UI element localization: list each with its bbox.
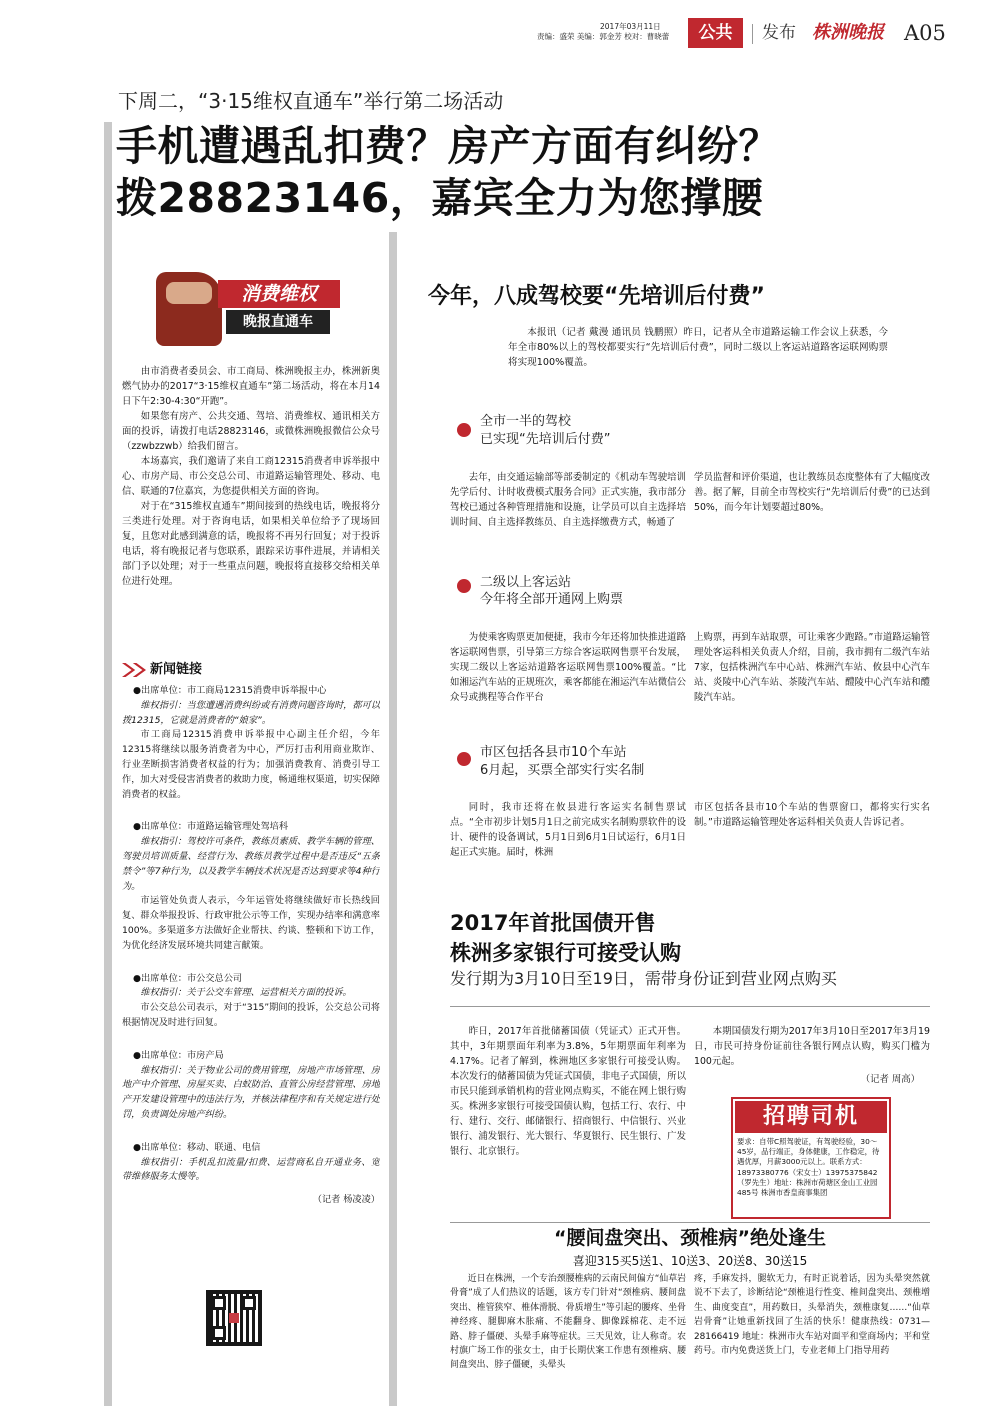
- health-subtitle: 喜迎315买5送1、10送3、20送8、30送15: [572, 1254, 808, 1268]
- unit-body: 市工商局12315消费申诉举报中心副主任介绍，今年12315将继续以服务消费者为中心，严厉打击利用商业欺诈、行业垄断损害消费者权益的行为；加强消费教育、消费引导工作，加大对受侵害消费者的救助力度，畅通维权渠道，切实保障消费者的权益。: [122, 729, 380, 800]
- recruit-body: 要求：自带C照驾驶证，有驾驶经验，30～45岁，品行端正，身体健康，工作稳定，待遇优厚，月薪3000元以上。联系方式：18973380776（宋女士）13975375842（罗先生）地址：株洲市荷塘区金山工业园485号 株洲市香皇商事集团: [737, 1137, 880, 1198]
- health-title: “腰间盘突出、颈椎病”绝处逢生: [554, 1227, 826, 1249]
- section-tag: 公共: [688, 18, 743, 48]
- unit-body: 市运管处负责人表示，今年运管处将继续做好市长热线回复、群众举报投诉、行政审批公示等工作，实现办结率和满意率100%。多渠道多方法做好企业帮扶、约谈、整顿和下访工作，为优化经济发展环境共同建言献策。: [122, 895, 380, 951]
- health-p-left: 近日在株洲，一个专治颈腰椎病的云南民间偏方“仙草岩骨膏”成了人们热议的话题，该方专门针对“颈椎病、腰间盘突出、椎管狭窄、椎体滑脱、骨质增生”等引起的腰疼、坐骨神经疼、腿脚麻木胀痛、不能翻身、脚像踩棉花、走不远路、脖子僵硬、头晕手麻等症状。三天见效，让人称奇。农村旗广场工作的张女士，由于长期伏案工作患有颈椎病、腰间盘突出、脖子僵硬，头晕头: [450, 1274, 686, 1371]
- page-number: A05: [904, 21, 946, 45]
- driving-title: 今年，八成驾校要“先培训后付费”: [428, 284, 765, 309]
- unit-heading: ●出席单位：市道路运输管理处驾培科: [133, 821, 289, 833]
- bond-title-2: 株洲多家银行可接受认购: [450, 941, 681, 965]
- unit-heading: ●出席单位：市房产局: [133, 1049, 224, 1061]
- issue-date: 2017年03月11日: [600, 22, 661, 31]
- driving-p1-right: 学员监督和评价渠道，也让教练员态度整体有了大幅度改善。据了解，目前全市驾校实行“先培训后付费”的已达到50%，而今年计划要超过80%。: [694, 472, 930, 513]
- unit-heading: ●出席单位：移动、联通、电信: [133, 1141, 261, 1153]
- bullet-dot: [457, 752, 471, 766]
- paper-logo: 株洲晚报: [812, 22, 884, 43]
- driving-p3-left: 同时，我市还将在攸县进行客运实名制售票试点。“全市初步计划5月1日之前完成实名制购票软件的设计、硬件的设备调试，5月1日到6月1日试运行，6月1日起正式实施。届时，株洲: [450, 802, 686, 858]
- bond-subtitle: 发行期为3月10日至19日，需带身份证到营业网点购买: [450, 969, 837, 988]
- bullet-dot: [457, 423, 471, 437]
- bond-p-right: 本期国债发行期为2017年3月10日至2017年3月19日，市民可持身份证前往各银行网点认购，购买门槛为100元起。: [694, 1026, 930, 1067]
- driving-p1-left: 去年，由交通运输部等部委制定的《机动车驾驶培训先学后付、计时收费模式服务合同》正式实施，我市部分驾校已通过各种管理措施和设施，让学员可以自主选择培训时间、自主选择教练员、自主选择缴费方式，畅通了: [450, 472, 686, 528]
- news-link-label: 新闻链接: [150, 662, 203, 677]
- logo-line-2: 晚报直通车: [226, 310, 330, 334]
- unit-guide: 维权指引：关于物业公司的费用管理，房地产市场管理、房地产中介管理、房屋买卖、白蚁防治、直管公房经营管理、房地产开发建设管理中的违法行为，并核法律程序和有关规定进行处罚，负责调处房地产纠纷。: [122, 1064, 380, 1120]
- bond-byline: （记者 周高）: [860, 1074, 920, 1085]
- driving-p2-right: 上购票，再到车站取票，可让乘客少跑路。”市道路运输管理处客运科相关负责人介绍，目前，我市拥有二级汽车站7家，包括株洲汽车中心站、株洲汽车站、攸县中心汽车站、炎陵中心汽车站、茶陵汽车站、醴陵中心汽车站和醴陵汽车站。: [694, 632, 930, 703]
- bond-divider: [450, 1006, 930, 1007]
- bond-title-1: 2017年首批国债开售: [450, 911, 656, 935]
- fist-highlight: [166, 282, 212, 304]
- news-link-badge: [122, 661, 222, 679]
- lead-paragraph: 本场嘉宾，我们邀请了来自工商12315消费者申诉举报中心、市房产局、市公交总公司、市道路运输管理处、移动、电信、联通的7位嘉宾，为您提供相关方面的咨询。: [122, 456, 380, 497]
- driving-p2-left: 为使乘客购票更加便捷，我市今年还将加快推进道路客运联网售票，引导第三方综合客运联网售票平台发展，实现二级以上客运站道路客运联网售票100%覆盖。“比如湘运汽车站的正规班次，乘客都能在湘运汽车站微信公众号或携程等合作平台: [450, 632, 686, 703]
- unit-guide: 维权指引：驾校许可条件，教练员素质、教学车辆的管理、驾驶员培训质量、经营行为、教练员教学过程中是否违反“五条禁令”等7种行为，以及教学车辆技术状况是否达到要求等4种行为。: [122, 836, 380, 892]
- unit-block: [122, 972, 380, 1031]
- health-ad-divider: [450, 1222, 930, 1223]
- unit-block: [122, 684, 380, 802]
- health-p-right: 疼，手麻发抖，腿软无力，有时正说着话，因为头晕突然就说不下去了，诊断结论“颈椎退行性变、椎间盘突出、颈椎增生、曲度变直”，用药数日，头晕消失，颈椎康复……“仙草岩骨膏”让她重新找回了生活的快乐！健康热线：0731—28166419 地址：株洲市火车站对面平和堂商场内；平和堂药号。市内免费送货上门，专业老师上门指导用药: [694, 1274, 930, 1357]
- unit-heading: ●出席单位：市公交总公司: [133, 972, 243, 984]
- recruit-ad: [731, 1097, 891, 1219]
- driving-sub1-line1: 全市一半的驾校: [480, 414, 572, 429]
- lead-body: [122, 364, 380, 644]
- unit-block: [122, 1049, 380, 1123]
- driving-sub3-line1: 市区包括各县市10个车站: [480, 745, 627, 760]
- section-name: 发布: [762, 23, 796, 43]
- unit-guide: 维权指引：当您遭遇消费纠纷或有消费问题咨询时，都可以拨12315，它就是消费者的“娘家”。: [122, 699, 380, 726]
- lead-paragraph: 对于在“315维权直通车”期间接到的热线电话，晚报将分三类进行处理。对于咨询电话，如果相关单位给予了现场回复，且您对此感到满意的话，晚报将不再另行回复；对于投诉电话，将有晚报记者与您联系，跟踪采访事件进展，并请相关部门予以处理；对于一些重点问题，晚报将直接移交给相关单位进行处理。: [122, 501, 380, 587]
- frame-right: [389, 232, 397, 1406]
- unit-guide: 维权指引：手机乱扣流量/扣费、运营商私自开通业务、宽带维修服务太慢等。: [122, 1156, 380, 1183]
- driving-sub2-line2: 今年将全部开通网上购票: [480, 592, 624, 607]
- unit-block: [122, 1141, 380, 1185]
- editor-credits: 责编：盛荣 美编：郭金芳 校对：曹晓蕾: [537, 32, 670, 41]
- qr-code: [206, 1290, 262, 1346]
- lead-kicker: 下周二，“3·15维权直通车”举行第二场活动: [118, 89, 504, 113]
- lead-headline-1: 手机遭遇乱扣费？房产方面有纠纷？: [116, 122, 780, 170]
- qr-center-mark: [229, 1313, 239, 1323]
- driving-sub1-line2: 已实现“先培训后付费”: [480, 432, 611, 447]
- frame-left: [104, 122, 112, 1406]
- units-list: [122, 684, 380, 1284]
- qr-corner: [212, 1326, 226, 1340]
- driving-sub3-line2: 6月起，买票全部实行实名制: [480, 763, 645, 778]
- qr-corner: [212, 1296, 226, 1310]
- lead-paragraph: 由市消费者委员会、市工商局、株洲晚报主办，株洲新奥燃气协办的2017“3·15维权直通车”第二场活动，将在本月14日下午2:30-4:30“开跑”。: [122, 366, 380, 407]
- logo-line-1: 消费维权: [218, 280, 340, 308]
- unit-body: 市公交总公司表示，对于“315”期间的投诉，公交总公司将根据情况及时进行回复。: [122, 1002, 380, 1028]
- qr-corner: [242, 1296, 256, 1310]
- lead-byline: （记者 杨凌凌）: [312, 1194, 380, 1206]
- driving-intro: 本报讯（记者 戴漫 通讯员 钱鹏照）昨日，记者从全市道路运输工作会议上获悉，今年全市80%以上的驾校都要实行“先培训后付费”，同时二级以上客运站道路客运联网购票将实现100%覆盖。: [508, 327, 888, 368]
- bullet-dot: [457, 579, 471, 593]
- recruit-title: 招聘司机: [735, 1101, 887, 1133]
- lead-paragraph: 如果您有房产、公共交通、驾培、消费维权、通讯相关方面的投诉，请拨打电话28823146，或微株洲晚报微信公众号（zzwbzzwb）给我们留言。: [122, 411, 380, 452]
- unit-guide: 维权指引：关于公交车管理、运营相关方面的投诉。: [140, 987, 352, 999]
- double-arrow-icon: [122, 663, 146, 677]
- unit-heading: ●出席单位：市工商局12315消费申诉举报中心: [133, 685, 327, 696]
- bond-p-left: 昨日，2017年首批储蓄国债（凭证式）正式开售。其中，3年期票面年利率为3.8%，5年期票面年利率为4.17%。记者了解到，株洲地区多家银行可接受认购。本次发行的储蓄国债为凭证式国债，非电子式国债，所以市民只能到承销机构的营业网点购买，不能在网上银行购买。株洲多家银行可接受国债认购，包括工行、农行、中行、建行、交行、邮储银行、招商银行、中信银行、兴业银行、浦发银行、光大银行、华夏银行、民生银行、广发银行、北京银行。: [450, 1026, 686, 1157]
- consumer-rights-logo: [156, 272, 346, 348]
- unit-block: [122, 820, 380, 953]
- driving-p3-right: 市区包括各县市10个车站的售票窗口，都将实行实名制。”市道路运输管理处客运科相关负责人告诉记者。: [694, 802, 930, 828]
- header-divider: [752, 24, 753, 44]
- lead-headline-2: 拨28823146，嘉宾全力为您撑腰: [116, 174, 764, 222]
- driving-sub2-line1: 二级以上客运站: [480, 575, 572, 590]
